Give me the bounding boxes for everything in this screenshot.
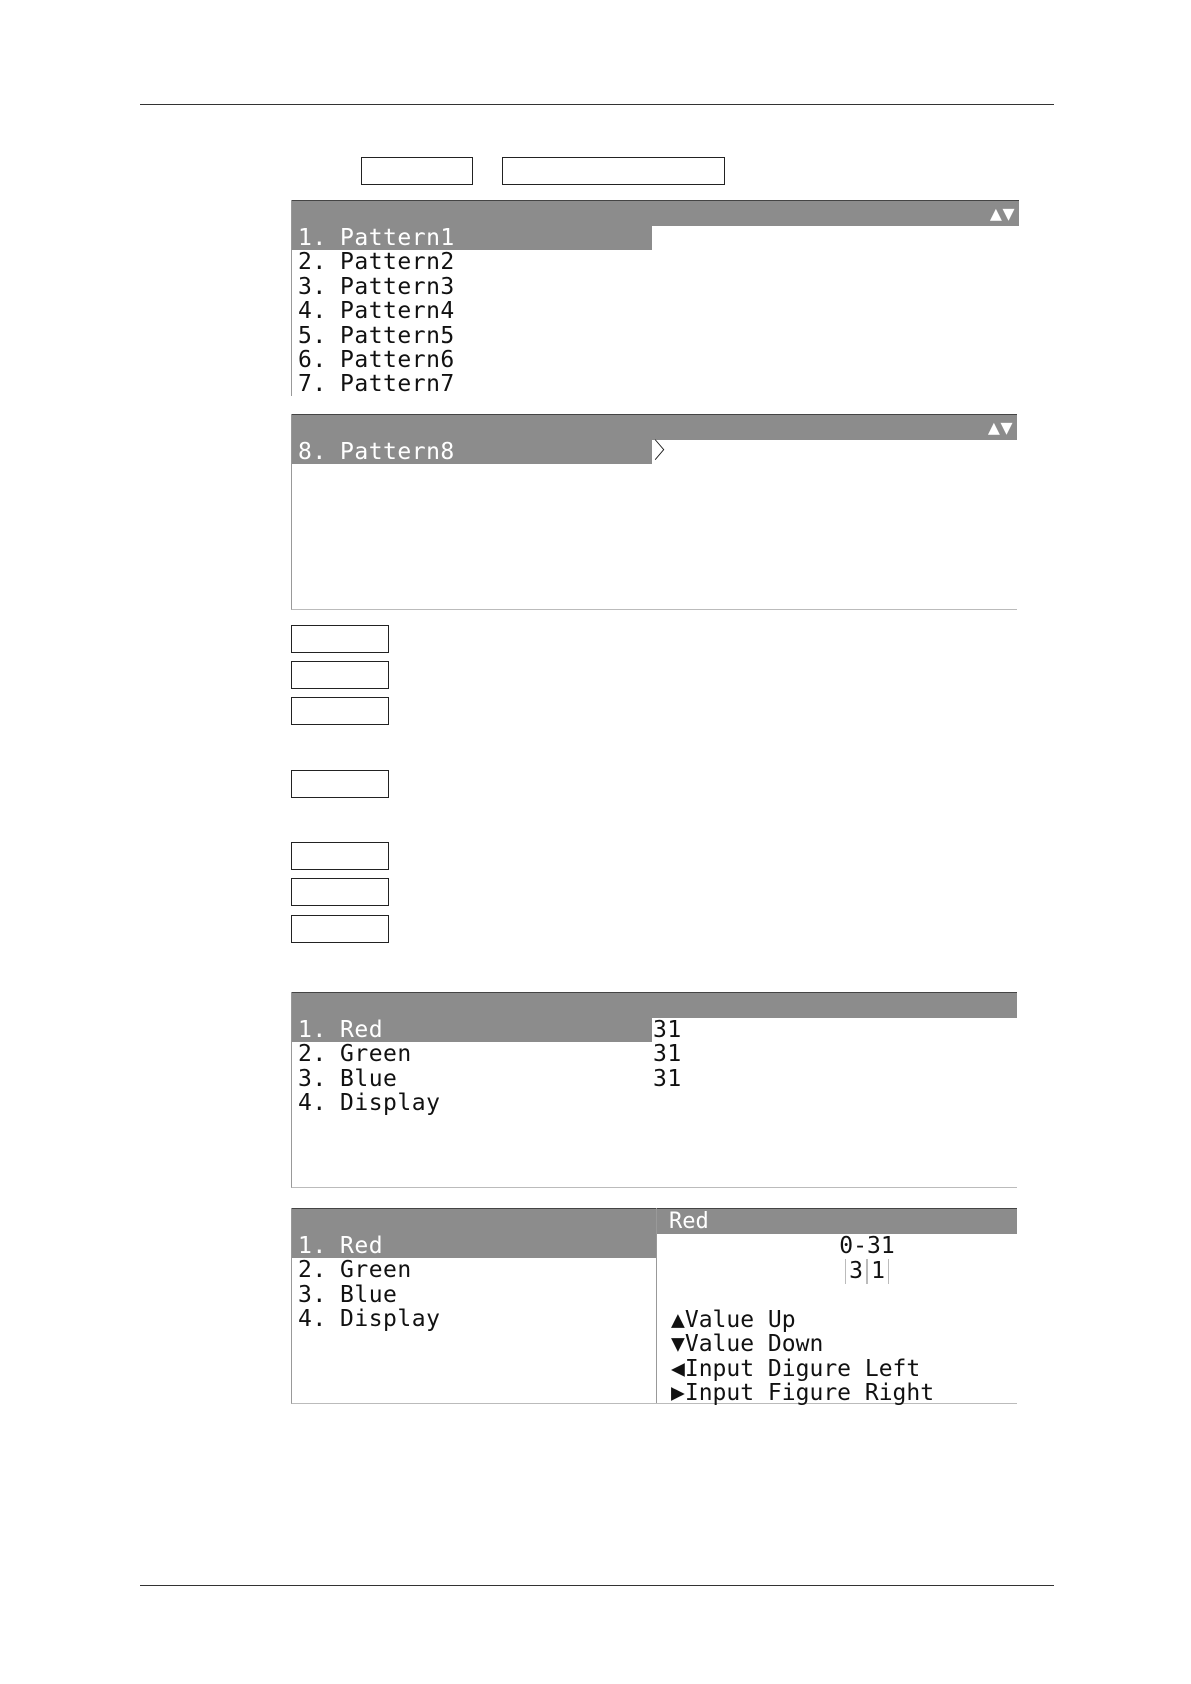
value-input[interactable] bbox=[717, 1259, 1017, 1284]
bottom-rule bbox=[140, 1585, 1054, 1586]
menu-item-pattern2[interactable]: 2. Pattern2 bbox=[298, 249, 455, 276]
menu-item-red[interactable]: 1. Red 31 bbox=[292, 1018, 652, 1042]
menu-item-pattern4[interactable]: 4. Pattern4 bbox=[298, 298, 455, 325]
menu-item-green[interactable]: 2. Green bbox=[298, 1257, 412, 1284]
value-panel-title: Red bbox=[657, 1208, 1017, 1234]
key-box-7 bbox=[291, 842, 389, 870]
monitor-display-test-screen-1 bbox=[291, 200, 1017, 396]
help-input-left: ◀Input Digure Left bbox=[671, 1355, 921, 1382]
key-box-9 bbox=[291, 915, 389, 943]
blue-value: 31 bbox=[653, 1065, 682, 1092]
menu-item-pattern7[interactable]: 7. Pattern7 bbox=[298, 371, 455, 398]
scroll-arrows-icon: ▲▼ bbox=[989, 201, 1015, 225]
help-input-right: ▶Input Figure Right bbox=[671, 1380, 935, 1407]
screen-title-bar bbox=[292, 992, 1017, 1018]
menu-item-blue[interactable]: 3. Blue bbox=[298, 1281, 398, 1308]
value-digit-2[interactable]: 1 bbox=[867, 1259, 889, 1284]
key-box-4 bbox=[291, 661, 389, 689]
key-box-2 bbox=[502, 157, 725, 185]
key-box-3 bbox=[291, 625, 389, 653]
help-value-down: ▼Value Down bbox=[671, 1331, 824, 1358]
value-digit-1[interactable]: 3 bbox=[845, 1259, 867, 1284]
red-value-panel bbox=[656, 1208, 1017, 1407]
screen-title-bar bbox=[292, 200, 1019, 226]
pattern8-screen bbox=[291, 992, 1017, 1188]
screen-title-bar bbox=[292, 1208, 656, 1234]
red-value: 31 bbox=[653, 1017, 682, 1043]
pattern8-menu-panel bbox=[292, 1208, 656, 1332]
green-value: 31 bbox=[653, 1041, 682, 1068]
key-box-1 bbox=[361, 157, 473, 185]
menu-item-green[interactable]: 2. Green 31 bbox=[298, 1041, 682, 1068]
menu-item-blue[interactable]: 3. Blue 31 bbox=[298, 1065, 682, 1092]
scroll-arrows-icon: ▲▼ bbox=[987, 415, 1013, 439]
key-box-6 bbox=[291, 770, 389, 798]
top-rule bbox=[140, 104, 1054, 105]
menu-item-red[interactable]: 1. Red bbox=[292, 1234, 656, 1258]
menu-item-display[interactable]: 4. Display bbox=[298, 1306, 441, 1333]
key-box-8 bbox=[291, 878, 389, 906]
menu-item-display[interactable]: 4. Display bbox=[298, 1090, 441, 1117]
menu-item-pattern3[interactable]: 3. Pattern3 bbox=[298, 273, 455, 300]
screen-title-bar bbox=[292, 414, 1017, 440]
menu-item-pattern5[interactable]: 5. Pattern5 bbox=[298, 322, 455, 349]
menu-item-pattern1[interactable]: 1. Pattern1 bbox=[292, 226, 652, 250]
value-range: 0-31 bbox=[839, 1233, 895, 1259]
help-value-up: ▲Value Up bbox=[671, 1307, 796, 1333]
key-box-5 bbox=[291, 697, 389, 725]
menu-item-pattern6[interactable]: 6. Pattern6 bbox=[298, 346, 455, 373]
chevron-right-icon: 〉 bbox=[654, 439, 677, 464]
pattern8-red-edit-screen bbox=[291, 1208, 1017, 1407]
menu-item-pattern8[interactable]: 8. Pattern8 〉 bbox=[292, 440, 652, 464]
monitor-display-test-screen-2 bbox=[291, 414, 1017, 610]
spacer bbox=[657, 1284, 1017, 1308]
